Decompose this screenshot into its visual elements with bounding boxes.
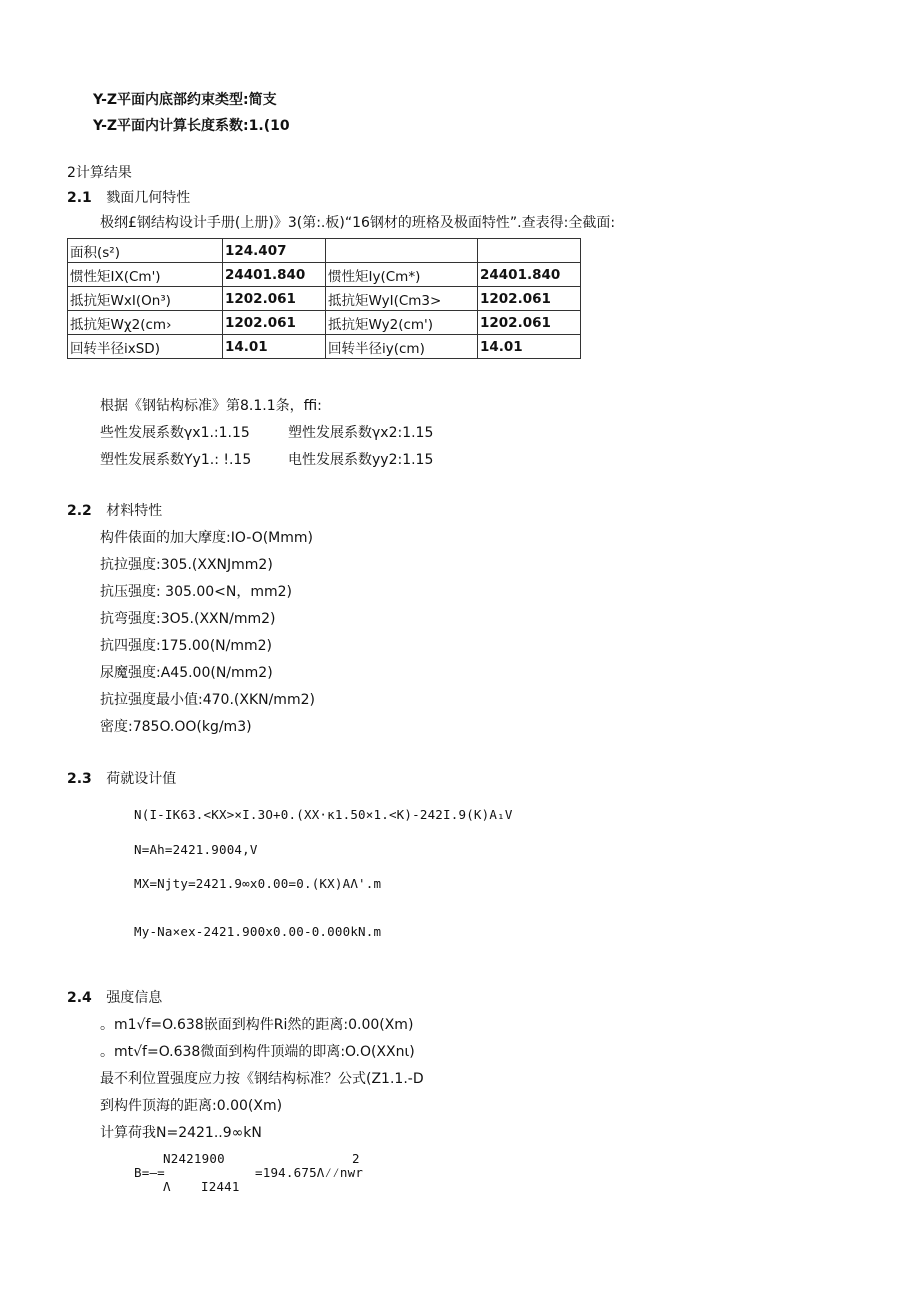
table-cell: 14.01 [478,335,581,359]
table-cell [478,239,581,263]
table-cell: 1202.061 [223,287,326,311]
table-cell: 抵抗矩WxI(On³) [68,287,223,311]
table-cell: 抵抗矩Wχ2(cm› [68,311,223,335]
material-item: 密度:785O.OO(kg/m3) [100,719,252,735]
worst-position-formula: 最不利位置强度应力按《钢结构标准？公式(Z1.1.-D [100,1071,424,1087]
plastic-factor-gx1: 些性发展系数γx1.:1.15 [100,425,250,441]
subsection-number: 2.3 [67,771,92,787]
subsection-title: 材料特性 [106,503,163,519]
table-cell: 1202.061 [223,311,326,335]
subsection-2-3 [67,770,176,788]
design-load-line: 计算荷我N=2421..9∞kN [100,1125,262,1141]
material-item: 构件俵面的加大摩度:IO-O(Mmm) [100,530,313,546]
subsection-number: 2.1 [67,190,92,206]
subsection-number: 2.4 [67,990,92,1006]
formula-superscript: 2 [352,1151,360,1166]
subsection-title: 戮面几何特性 [106,190,191,206]
material-item: 抗拉强度最小值:470.(XKN/mm2) [100,692,315,708]
subsection-title: 强度信息 [106,990,163,1006]
distance-to-top: 到构件顶海的距离:0.00(Xm) [100,1098,283,1114]
handbook-intro: 极纲£钢结构设计手册(上册)》3(第:.板)“16钢材的班格及极面特性”.查表得:全截面: [100,215,616,231]
standard-basis-line: 根据《钢钻构标准》第8.1.1条，ffi: [100,398,322,414]
subsection-title: 荷就设计值 [106,771,177,787]
table-cell: 惯性矩Iy(Cm*) [326,263,478,287]
subsection-2-4 [67,989,162,1007]
strength-ratio-top: 。mt√f=O.638微面到构件顶端的即离:O.O(XXnι) [100,1044,415,1060]
table-cell: 抵抗矩Wy2(cm') [326,311,478,335]
formula-denominator-value: I2441 [201,1179,240,1194]
constraint-type-line: Y-Z平面内底部约束类型:简支 [93,92,277,108]
table-cell: 124.407 [223,239,326,263]
material-item: 尿魔强度:A45.00(N/mm2) [100,665,273,681]
moment-equation-x: MX=Njty=2421.9∞x0.00=0.(KX)AΛ'.m [134,876,382,891]
table-cell: 惯性矩IX(Cm') [68,263,223,287]
table-row [68,239,581,263]
table-row [68,263,581,287]
section-title-results: 2计算结果 [67,165,132,181]
formula-lhs: B=—= [134,1165,165,1180]
table-cell: 1202.061 [478,311,581,335]
table-cell [326,239,478,263]
formula-numerator: N2421900 [163,1151,225,1166]
material-item: 抗四强度:175.00(N/mm2) [100,638,272,654]
table-row [68,287,581,311]
table-cell: 回转半径iy(cm) [326,335,478,359]
table-row [68,311,581,335]
table-cell: 面积(s²) [68,239,223,263]
table-cell: 24401.840 [478,263,581,287]
load-equation-2: N=Ah=2421.9004,V [134,842,258,857]
table-cell: 抵抗矩WyI(Cm3> [326,287,478,311]
table-cell: 回转半径ixSD) [68,335,223,359]
table-cell: 1202.061 [478,287,581,311]
plastic-factor-gy1: 塑性发展系数Yy1.: !.15 [100,452,252,468]
table-row [68,335,581,359]
formula-result: =194.675Λ⁄⁄nwr [255,1165,364,1180]
material-item: 抗拉强度:305.(XXNJmm2) [100,557,273,573]
subsection-number: 2.2 [67,503,92,519]
subsection-2-2 [67,502,162,520]
material-item: 抗弯强度:3O5.(XXN/mm2) [100,611,276,627]
table-cell: 24401.840 [223,263,326,287]
length-factor-line: Y-Z平面内计算长度系数:1.(10 [93,118,290,134]
section-properties-table [67,238,581,359]
plastic-factor-gy2: 电性发展系数yy2:1.15 [288,452,434,468]
moment-equation-y: My-Na×ex-2421.900x0.00-0.000kN.m [134,924,382,939]
load-equation-1: N(I-IK63.<KX>×I.3O+0.(XX·к1.50×1.<K)-242I.9(K)A₁V [134,807,513,822]
plastic-factor-gx2: 塑性发展系数γx2:1.15 [288,425,434,441]
formula-denominator-symbol: Λ [163,1179,171,1194]
strength-ratio-bottom: 。m1√f=O.638嵌面到构件Ri然的距离:0.00(Xm) [100,1017,414,1033]
table-cell: 14.01 [223,335,326,359]
material-item: 抗压强度: 305.00<N，mm2) [100,584,293,600]
subsection-2-1 [67,189,190,207]
